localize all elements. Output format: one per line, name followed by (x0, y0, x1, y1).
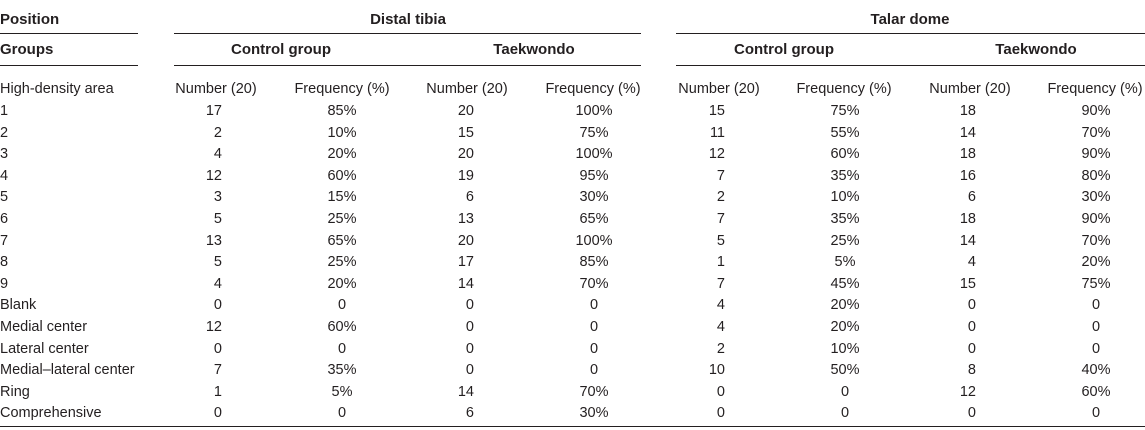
number-cell: 14 (457, 383, 474, 400)
frequency-cell: 75% (579, 124, 609, 141)
frequency-cell: 70% (579, 383, 609, 400)
row-label: 3 (0, 146, 9, 163)
number-cell: 17 (205, 103, 222, 119)
number-cell: 5 (716, 232, 725, 249)
rule-groups (0, 65, 138, 66)
talar-dome-header: Talar dome (870, 11, 950, 28)
number-cell: 4 (213, 275, 222, 292)
number-cell: 1 (716, 254, 725, 271)
frequency-cell: 60% (327, 167, 357, 184)
number-cell: 6 (465, 405, 474, 422)
number-cell: 0 (465, 362, 474, 379)
frequency-cell: 70% (1081, 232, 1111, 249)
number-cell: 15 (708, 103, 725, 119)
rule-position (0, 33, 138, 34)
number-cell: 0 (967, 319, 976, 335)
number-header-3: Number (20) (678, 81, 760, 97)
frequency-cell: 20% (1081, 254, 1111, 271)
number-cell: 20 (457, 103, 474, 119)
frequency-cell: 5% (331, 383, 353, 400)
frequency-header-3: Frequency (%) (796, 81, 892, 97)
number-header-4: Number (20) (929, 81, 1011, 97)
frequency-cell: 40% (1081, 362, 1111, 379)
number-cell: 12 (205, 319, 222, 335)
frequency-cell: 35% (830, 211, 860, 227)
frequency-cell: 80% (1081, 167, 1111, 184)
number-cell: 6 (465, 189, 474, 206)
number-cell: 5 (213, 211, 222, 227)
frequency-cell: 55% (830, 124, 860, 141)
number-cell: 2 (716, 340, 725, 357)
frequency-cell: 30% (579, 189, 609, 206)
rule-bottom (0, 426, 1145, 427)
row-label: Medial–lateral center (0, 362, 135, 379)
number-cell: 4 (967, 254, 976, 271)
frequency-cell: 90% (1081, 103, 1111, 119)
frequency-cell: 30% (579, 405, 609, 422)
frequency-cell: 60% (1081, 383, 1111, 400)
number-cell: 0 (716, 405, 725, 422)
number-cell: 12 (959, 383, 976, 400)
frequency-cell: 100% (575, 103, 613, 119)
talar-taekwondo-header: Taekwondo (995, 41, 1077, 58)
position-header: Position (0, 11, 60, 28)
number-cell: 0 (967, 405, 976, 422)
number-cell: 10 (708, 362, 725, 379)
row-label: 5 (0, 189, 9, 206)
row-label: 9 (0, 275, 9, 292)
number-cell: 18 (959, 211, 976, 227)
frequency-cell: 10% (830, 340, 860, 357)
number-cell: 20 (457, 232, 474, 249)
number-cell: 19 (457, 167, 474, 184)
number-cell: 12 (205, 167, 222, 184)
frequency-cell: 0 (1091, 405, 1101, 422)
frequency-header-1: Frequency (%) (294, 81, 390, 97)
number-cell: 2 (213, 124, 222, 141)
number-cell: 4 (716, 319, 725, 335)
frequency-cell: 35% (327, 362, 357, 379)
number-cell: 5 (213, 254, 222, 271)
number-cell: 16 (959, 167, 976, 184)
number-cell: 0 (465, 297, 474, 314)
frequency-cell: 0 (337, 340, 347, 357)
number-cell: 4 (716, 297, 725, 314)
row-label: 8 (0, 254, 9, 271)
frequency-cell: 20% (830, 297, 860, 314)
number-cell: 3 (213, 189, 222, 206)
number-cell: 14 (959, 124, 976, 141)
frequency-cell: 90% (1081, 146, 1111, 163)
row-label: 4 (0, 167, 9, 184)
frequency-cell: 0 (337, 297, 347, 314)
row-label: 1 (0, 103, 9, 119)
row-label: Lateral center (0, 340, 89, 357)
frequency-cell: 25% (327, 254, 357, 271)
number-cell: 7 (716, 211, 725, 227)
number-cell: 0 (967, 297, 976, 314)
frequency-cell: 25% (327, 211, 357, 227)
row-label: Blank (0, 297, 37, 314)
groups-header: Groups (0, 41, 54, 58)
number-cell: 11 (709, 124, 725, 141)
frequency-cell: 75% (830, 103, 860, 119)
frequency-cell: 45% (830, 275, 860, 292)
frequency-cell: 60% (830, 146, 860, 163)
number-cell: 7 (716, 275, 725, 292)
number-cell: 18 (959, 146, 976, 163)
number-cell: 20 (457, 146, 474, 163)
number-header-2: Number (20) (426, 81, 508, 97)
frequency-cell: 0 (1091, 319, 1101, 335)
frequency-cell: 0 (840, 383, 850, 400)
distal-control-header: Control group (231, 41, 331, 58)
number-cell: 0 (465, 340, 474, 357)
number-cell: 0 (967, 340, 976, 357)
number-cell: 7 (213, 362, 222, 379)
number-cell: 0 (716, 383, 725, 400)
frequency-cell: 20% (830, 319, 860, 335)
number-cell: 13 (457, 211, 474, 227)
frequency-cell: 75% (1081, 275, 1111, 292)
number-cell: 7 (716, 167, 725, 184)
number-cell: 2 (716, 189, 725, 206)
frequency-cell: 0 (589, 319, 599, 335)
frequency-cell: 85% (579, 254, 609, 271)
frequency-cell: 0 (589, 340, 599, 357)
number-cell: 4 (213, 146, 222, 163)
number-cell: 0 (213, 340, 222, 357)
distal-taekwondo-header: Taekwondo (493, 41, 575, 58)
number-cell: 8 (967, 362, 976, 379)
number-cell: 17 (457, 254, 474, 271)
frequency-cell: 0 (589, 297, 599, 314)
frequency-cell: 0 (1091, 340, 1101, 357)
number-cell: 6 (967, 189, 976, 206)
frequency-cell: 0 (589, 362, 599, 379)
frequency-cell: 70% (579, 275, 609, 292)
number-cell: 0 (465, 319, 474, 335)
number-cell: 18 (959, 103, 976, 119)
frequency-cell: 65% (579, 211, 609, 227)
rule-distal-tibia (174, 33, 641, 34)
number-cell: 14 (959, 232, 976, 249)
frequency-cell: 35% (830, 167, 860, 184)
row-label: 6 (0, 211, 9, 227)
frequency-cell: 95% (579, 167, 609, 184)
rule-distal-groups (174, 65, 641, 66)
frequency-cell: 85% (327, 103, 357, 119)
number-header-1: Number (20) (175, 81, 257, 97)
frequency-cell: 25% (830, 232, 860, 249)
row-label: Ring (0, 383, 30, 400)
frequency-cell: 90% (1081, 211, 1111, 227)
frequency-cell: 15% (327, 189, 357, 206)
frequency-cell: 100% (575, 146, 613, 163)
number-cell: 0 (213, 405, 222, 422)
number-cell: 13 (205, 232, 222, 249)
frequency-header-2: Frequency (%) (545, 81, 641, 97)
frequency-cell: 70% (1081, 124, 1111, 141)
rule-talar-dome (676, 33, 1145, 34)
area-header: High-density area (0, 81, 114, 97)
row-label: Medial center (0, 319, 88, 335)
row-label: 2 (0, 124, 9, 141)
frequency-cell: 0 (840, 405, 850, 422)
frequency-cell: 65% (327, 232, 357, 249)
frequency-cell: 10% (830, 189, 860, 206)
number-cell: 0 (213, 297, 222, 314)
frequency-cell: 60% (327, 319, 357, 335)
frequency-cell: 20% (327, 275, 357, 292)
number-cell: 15 (457, 124, 474, 141)
frequency-cell: 5% (834, 254, 856, 271)
frequency-header-4: Frequency (%) (1047, 81, 1143, 97)
frequency-cell: 30% (1081, 189, 1111, 206)
frequency-cell: 0 (1091, 297, 1101, 314)
row-label: 7 (0, 232, 9, 249)
frequency-cell: 10% (327, 124, 357, 141)
number-cell: 12 (708, 146, 725, 163)
talar-control-header: Control group (734, 41, 834, 58)
row-label: Comprehensive (0, 405, 102, 422)
distal-tibia-header: Distal tibia (370, 11, 446, 28)
frequency-cell: 0 (337, 405, 347, 422)
frequency-cell: 50% (830, 362, 860, 379)
frequency-cell: 20% (327, 146, 357, 163)
rule-talar-groups (676, 65, 1145, 66)
number-cell: 15 (959, 275, 976, 292)
frequency-cell: 100% (575, 232, 613, 249)
number-cell: 14 (457, 275, 474, 292)
number-cell: 1 (213, 383, 222, 400)
